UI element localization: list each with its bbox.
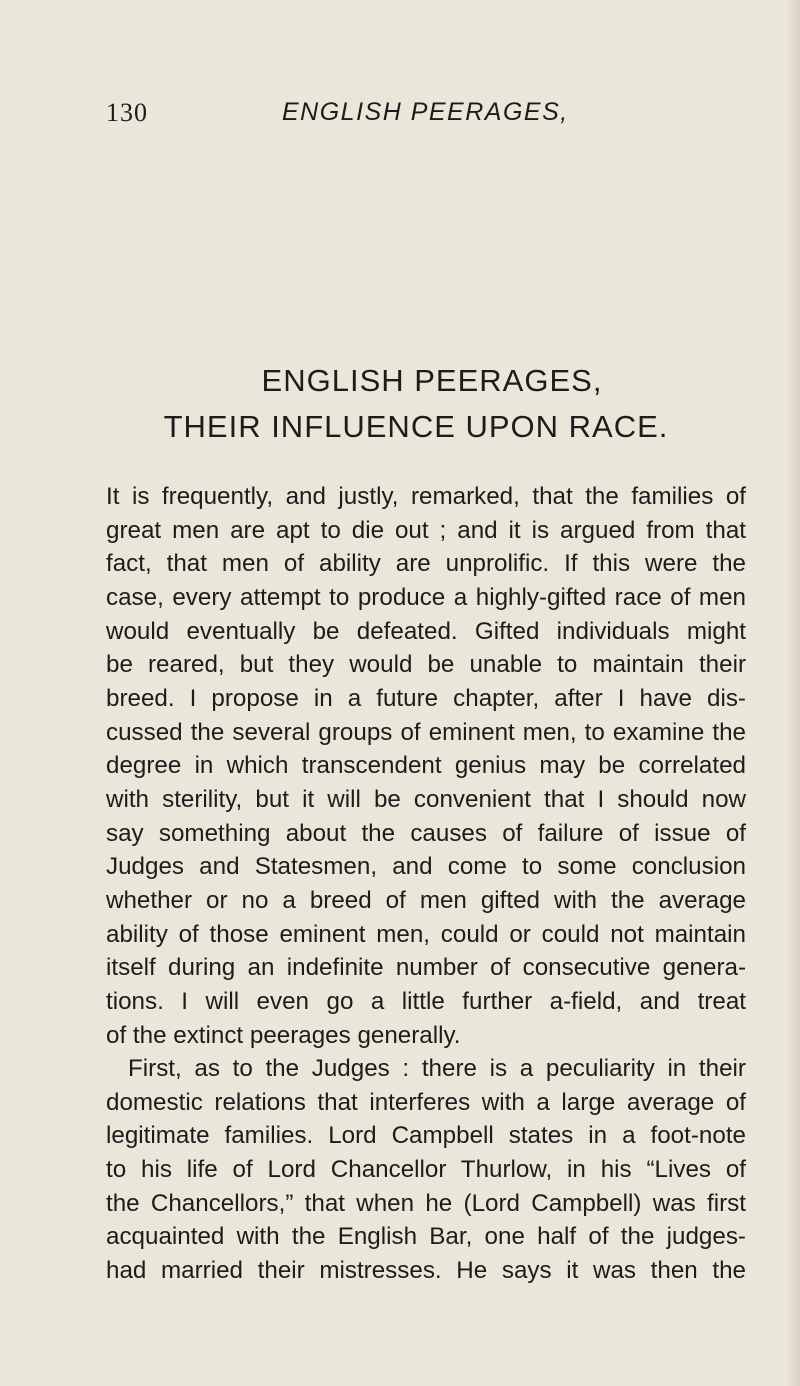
page-number: 130	[106, 98, 148, 127]
text-line: great men are apt to die out ; and it is argued from that	[106, 516, 746, 544]
text-line: itself during an indefinite number of consecutive genera-	[106, 954, 746, 982]
text-line: had married their mistresses. He says it was then the	[106, 1257, 746, 1285]
text-line: would eventually be defeated. Gifted individuals might	[106, 617, 746, 645]
text-line: tions. I will even go a little further a-field, and treat	[106, 987, 746, 1015]
text-line: It is frequently, and justly, remarked, that the families of	[106, 483, 746, 510]
text-line: acquainted with the English Bar, one half of the judges-	[106, 1223, 746, 1251]
chapter-title-line-2: THEIR INFLUENCE UPON RACE.	[163, 409, 669, 444]
text-line: to his life of Lord Chancellor Thurlow, in his “Lives of	[106, 1156, 746, 1184]
page-edge-shadow	[786, 0, 800, 1386]
text-line: domestic relations that interferes with a large average of	[106, 1088, 746, 1116]
text-line: ability of those eminent men, could or could not maintain	[106, 920, 746, 948]
body-text	[106, 480, 746, 1288]
running-title: ENGLISH PEERAGES,	[282, 98, 569, 126]
chapter-title-line-1: ENGLISH PEERAGES,	[261, 363, 603, 398]
text-line: cussed the several groups of eminent men, to examine the	[106, 718, 746, 746]
text-line: Judges and Statesmen, and come to some conclusion	[106, 853, 746, 881]
text-line: case, every attempt to produce a highly-gifted race of men	[106, 583, 746, 611]
text-line: be reared, but they would be unable to maintain their	[106, 651, 746, 679]
text-line: with sterility, but it will be convenient that I should now	[106, 785, 746, 813]
running-head	[0, 98, 800, 138]
text-line: of the extinct peerages generally.	[106, 1021, 461, 1049]
text-line: say something about the causes of failure of issue of	[106, 819, 746, 847]
chapter-title	[96, 358, 736, 450]
text-line: breed. I propose in a future chapter, after I have dis-	[106, 684, 746, 712]
text-line: fact, that men of ability are unprolific. If this were the	[106, 550, 746, 578]
text-line: degree in which transcendent genius may be correlated	[106, 752, 746, 780]
text-line: legitimate families. Lord Campbell states in a foot-note	[106, 1122, 746, 1150]
text-line: whether or no a breed of men gifted with the average	[106, 886, 746, 914]
text-line: First, as to the Judges : there is a peculiarity in their	[128, 1055, 746, 1083]
text-line: the Chancellors,” that when he (Lord Campbell) was first	[106, 1189, 746, 1217]
